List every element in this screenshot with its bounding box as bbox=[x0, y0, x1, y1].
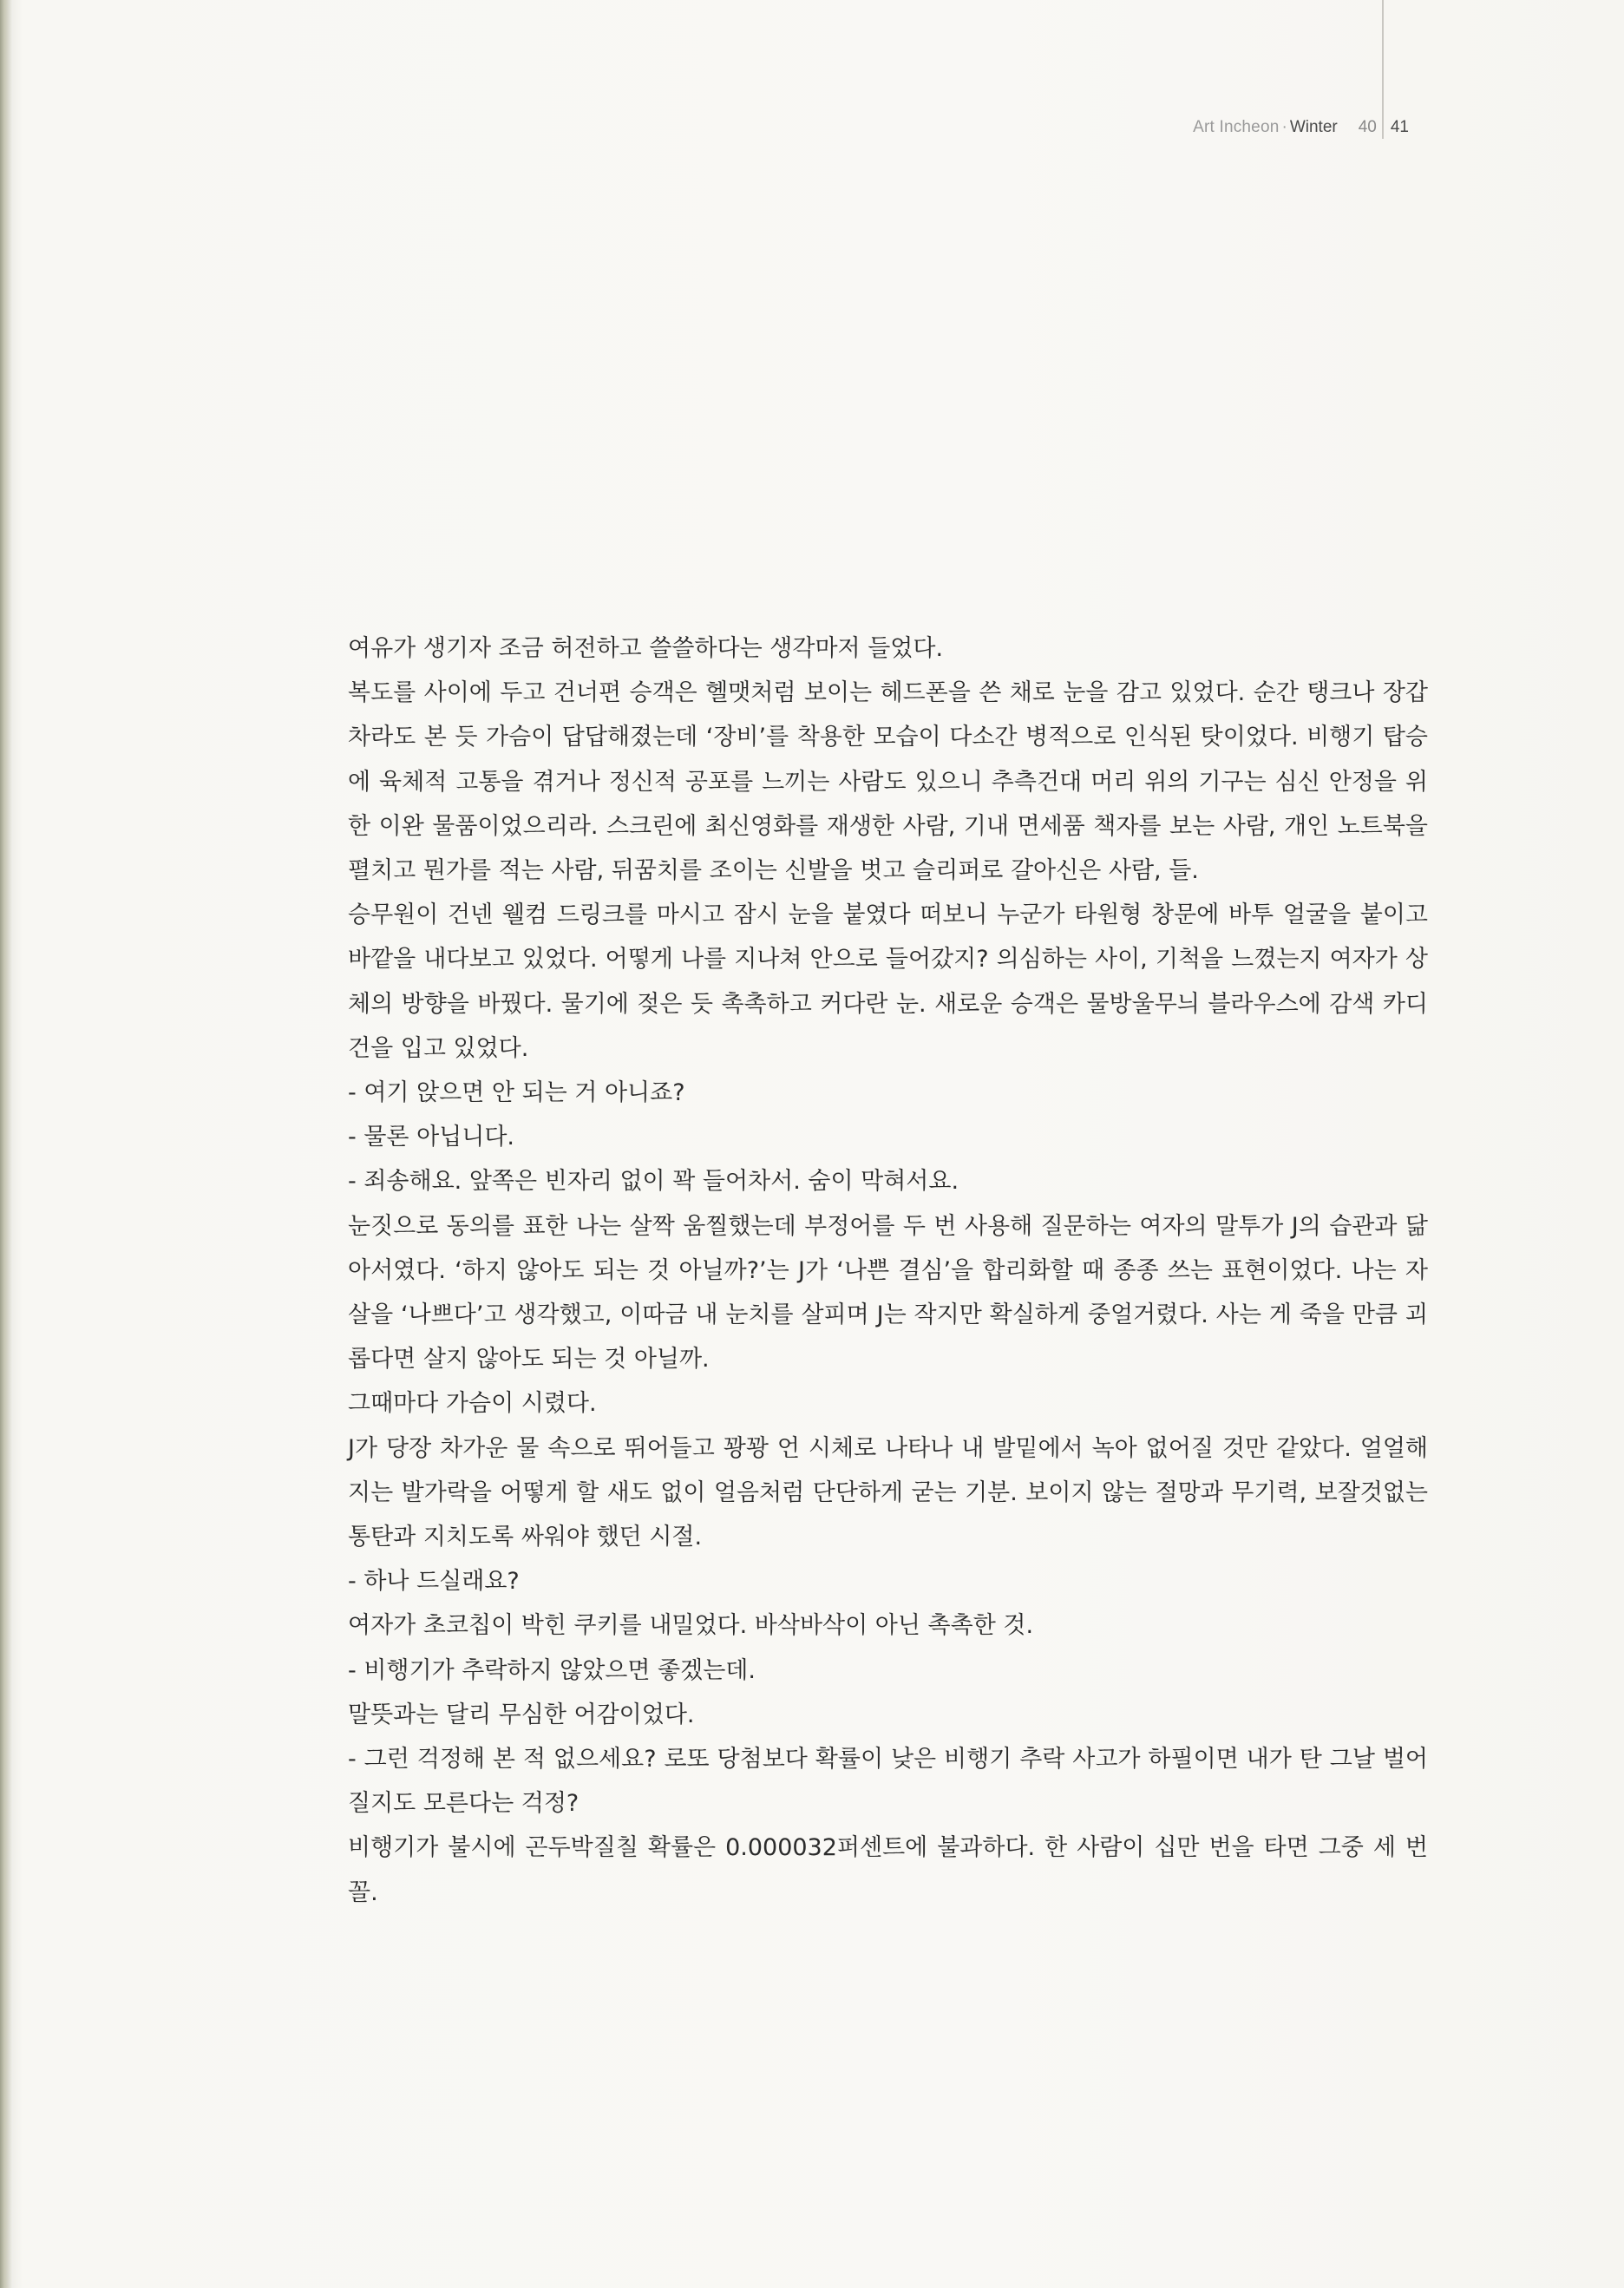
dialogue-line: - 그런 걱정해 본 적 없으세요? 로또 당첨보다 확률이 낮은 비행기 추락 사고가 하필이면 내가 탄 그날 벌어질지도 모른다는 걱정? bbox=[348, 1746, 1428, 1818]
paragraph: 그때마다 가슴이 시렸다. bbox=[348, 1390, 597, 1418]
magazine-name: Art Incheon bbox=[1193, 118, 1280, 136]
paragraph: 비행기가 불시에 곤두박질칠 확률은 0.000032퍼센트에 불과하다. 한 사람이 십만 번을 타면 그중 세 번꼴. bbox=[348, 1834, 1428, 1906]
dialogue-line: - 여기 앉으면 안 되는 거 아니죠? bbox=[348, 1079, 685, 1107]
page-number-left: 40 bbox=[1358, 118, 1377, 136]
dialogue-line: - 비행기가 추락하지 않았으면 좋겠는데. bbox=[348, 1656, 756, 1684]
issue-season: Winter bbox=[1289, 118, 1338, 136]
dialogue-line: - 죄송해요. 앞쪽은 빈자리 없이 꽉 들어차서. 숨이 막혀서요. bbox=[348, 1168, 959, 1196]
paragraph: 복도를 사이에 두고 건너편 승객은 헬맷처럼 보이는 헤드폰을 쓴 채로 눈을 감고 있었다. 순간 탱크나 장갑차라도 본 듯 가슴이 답답해졌는데 ‘장비’를 착용한 모습이 다소간 병적으로 인식된 탓이었다. 비행기 탑승에 육체적 고통을 겪거나 정신적 공포를 느끼는 사람도 있으니 추측건대 머리 위의 기구는 심신 안정을 위한 이완 물품이었으리라. 스크린에 최신영화를 재생한 사람, 기내 면세품 책자를 보는 사람, 개인 노트북을 펼치고 뭔가를 적는 사람, 뒤꿈치를 조이는 신발을 벗고 슬리퍼로 갈아신은 사람, 들. bbox=[348, 679, 1428, 885]
paragraph: 눈짓으로 동의를 표한 나는 살짝 움찔했는데 부정어를 두 번 사용해 질문하는 여자의 말투가 J의 습관과 닮아서였다. ‘하지 않아도 되는 것 아닐까?’는 J가 ‘나쁜 결심’을 합리화할 때 종종 쓰는 표현이었다. 나는 자살을 ‘나쁘다’고 생각했고, 이따금 내 눈치를 살피며 J는 작지만 확실하게 중얼거렸다. 사는 게 죽을 만큼 괴롭다면 살지 않아도 되는 것 아닐까. bbox=[348, 1212, 1428, 1373]
page-number-right: 41 bbox=[1390, 118, 1409, 136]
header-separator: · bbox=[1281, 118, 1287, 136]
paragraph: 여유가 생기자 조금 허전하고 쓸쓸하다는 생각마저 들었다. bbox=[348, 635, 944, 662]
dialogue-line: - 하나 드실래요? bbox=[348, 1568, 520, 1596]
article-body bbox=[348, 626, 1428, 1915]
paragraph: 여자가 초코칩이 박힌 쿠키를 내밀었다. 바삭바삭이 아닌 촉촉한 것. bbox=[348, 1612, 1034, 1640]
paragraph: 승무원이 건넨 웰컴 드링크를 마시고 잠시 눈을 붙였다 떠보니 누군가 타원형 창문에 바투 얼굴을 붙이고 바깥을 내다보고 있었다. 어떻게 나를 지나쳐 안으로 들어갔지? 의심하는 사이, 기척을 느꼈는지 여자가 상체의 방향을 바꿨다. 물기에 젖은 듯 촉촉하고 커다란 눈. 새로운 승객은 물방울무늬 블라우스에 감색 카디건을 입고 있었다. bbox=[348, 901, 1428, 1062]
running-header bbox=[1193, 115, 1409, 140]
dialogue-line: - 물론 아닙니다. bbox=[348, 1124, 514, 1151]
binding-gutter-shadow bbox=[0, 0, 12, 2288]
paragraph: J가 당장 차가운 물 속으로 뛰어들고 꽝꽝 언 시체로 나타나 내 발밑에서 녹아 없어질 것만 같았다. 얼얼해지는 발가락을 어떻게 할 새도 없이 얼음처럼 단단하게 굳는 기분. 보이지 않는 절망과 무기력, 보잘것없는 통탄과 지치도록 싸워야 했던 시절. bbox=[348, 1434, 1428, 1551]
paragraph: 말뜻과는 달리 무심한 어감이었다. bbox=[348, 1701, 695, 1728]
